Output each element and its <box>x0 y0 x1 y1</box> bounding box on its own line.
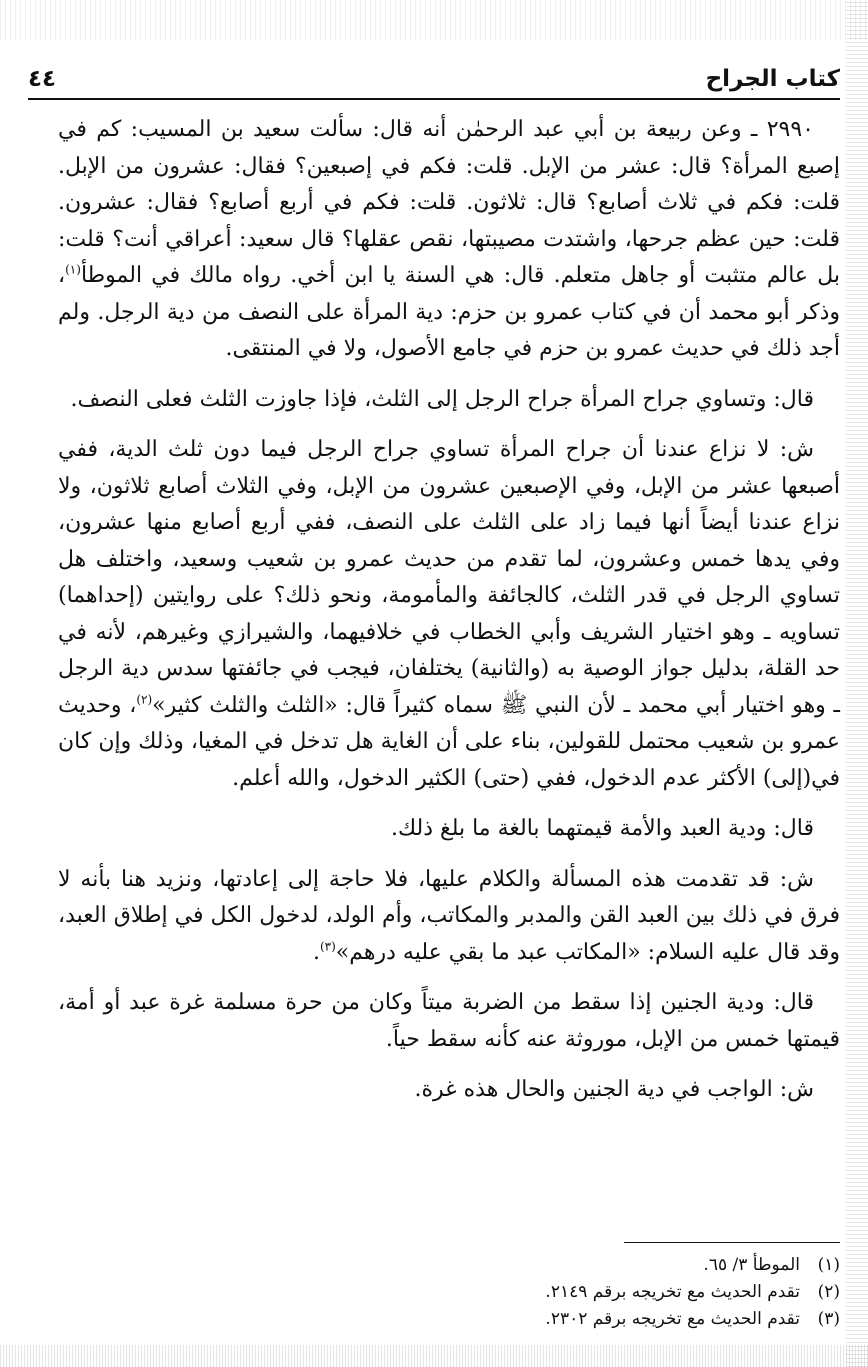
footnote-text: تقدم الحديث مع تخريجه برقم ٢٣٠٢. <box>545 1309 800 1329</box>
page-number: ٤٤ <box>28 66 57 92</box>
paragraph-sharh-1 <box>58 432 840 797</box>
paragraph-sharh-2 <box>58 862 840 972</box>
paragraph-text-continued: ، وذكر أبو محمد أن في كتاب عمرو بن حزم: دية المرأة على النصف من دية الرجل. ولم أجد ذلك في حديث عمرو بن حزم في جامع الأصول، ولا في المنتقى. <box>58 263 840 361</box>
footnote-number: (٢) <box>817 1282 840 1302</box>
paragraph-text: قال: ودية الجنين إذا سقط من الضربة ميتاً وكان من حرة مسلمة غرة عبد أو أمة، قيمتها خمس من الإبل، موروثة عنه كأنه سقط حياً. <box>58 990 840 1052</box>
footnote-text: تقدم الحديث مع تخريجه برقم ٢١٤٩. <box>545 1282 800 1302</box>
footnote-divider <box>624 1242 840 1243</box>
paragraph-qala-1 <box>58 382 840 419</box>
footnote-number: (١) <box>817 1255 840 1275</box>
book-title: كتاب الجراح <box>705 66 840 92</box>
running-header <box>28 58 840 100</box>
paragraph-text-continued: ، وحديث عمرو بن شعيب محتمل للقولين، بناء على أن الغاية هل تدخل في المغيا، وذلك وإن كان في(إلى) الأكثر عدم الدخول، ففي (حتى) الكثير الدخول، والله أعلم. <box>58 692 840 791</box>
paragraph-qala-3 <box>58 985 840 1058</box>
footnote-2 <box>60 1279 840 1306</box>
paragraph-text: ش: قد تقدمت هذه المسألة والكلام عليها، فلا حاجة إلى إعادتها، ونزيد هنا بأنه لا فرق في ذلك بين العبد القن والمدبر والمكاتب، وأم الولد، لدخول الكل في إطلاق العبد، وقد قال عليه السلام: «المكاتب عبد ما بقي عليه درهم» <box>58 866 840 965</box>
paragraph-qala-2 <box>58 811 840 848</box>
paragraph-text: ش: لا نزاع عندنا أن جراح المرأة تساوي جراح الرجل فيما دون ثلث الدية، ففي أصبعها عشر من الإبل، وفي الإصبعين عشرون من الإبل، وفي الثلاث أصابع ثلاثون، ولا نزاع عندنا أيضاً أنها فيما زاد على الثلث على النصف، ففي أربع أصابع منها عشرون، وفي يدها خمس وعشرون، لما تقدم من حديث عمرو بن شعيب وسعيد، واختلف هل تساوي الرجل في قدر الثلث، كالجائفة والمأمومة، ونحو ذلك؟ على روايتين (إحداهما) تساويه ـ وهو اختيار الشريف وأبي الخطاب في خلافيهما، والشيرازي وغيرهم، لأنه في حد القلة، بدليل جواز الوصية به (والثانية) يختلفان، فيجب في جائفتها سدس دية الرجل ـ وهو اختيار أبي محمد ـ لأن النبي ﷺ سماه كثيراً قال: «الثلث والثلث كثير» <box>58 437 840 718</box>
footnote-ref-3[interactable]: (٣) <box>319 939 336 954</box>
paragraph-text: قال: وتساوي جراح المرأة جراح الرجل إلى الثلث، فإذا جاوزت الثلث فعلى النصف. <box>70 386 814 412</box>
footnote-text: الموطأ ٣/ ٦٥. <box>703 1255 800 1275</box>
paragraph-text-continued: . <box>312 939 320 965</box>
paragraph-text: ٢٩٩٠ ـ وعن ربيعة بن أبي عبد الرحمٰن أنه قال: سألت سعيد بن المسيب: كم في إصبع المرأة؟ قال: عشر من الإبل. قلت: فكم في إصبعين؟ فقال: عشرون من الإبل. قلت: فكم في ثلاث أصابع؟ قال: ثلاثون. قلت: فكم في أربع أصابع؟ فقال: عشرون. قلت: حين عظم جرحها، واشتدت مصيبتها، نقص عقلها؟ قال سعيد: أعراقي أنت؟ قلت: بل عالم متثبت أو جاهل متعلم. قال: هي السنة يا ابن أخي. رواه مالك في الموطأ <box>58 117 840 288</box>
footnote-number: (٣) <box>817 1309 840 1329</box>
main-text <box>58 112 840 1123</box>
footnote-3 <box>60 1306 840 1333</box>
scan-edge-top <box>0 0 868 40</box>
footnote-ref-2[interactable]: (٢) <box>136 692 153 707</box>
paragraph-hadith-2990 <box>58 112 840 368</box>
footnote-ref-1[interactable]: (١) <box>65 262 81 277</box>
paragraph-text: ش: الواجب في دية الجنين والحال هذه غرة. <box>414 1077 814 1102</box>
paragraph-sharh-3 <box>58 1072 840 1109</box>
paragraph-text: قال: ودية العبد والأمة قيمتهما بالغة ما بلغ ذلك. <box>390 816 814 841</box>
scan-edge-bottom <box>0 1345 868 1367</box>
footnotes <box>60 1252 840 1333</box>
scan-edge-right <box>846 0 868 1367</box>
footnote-1 <box>60 1252 840 1279</box>
